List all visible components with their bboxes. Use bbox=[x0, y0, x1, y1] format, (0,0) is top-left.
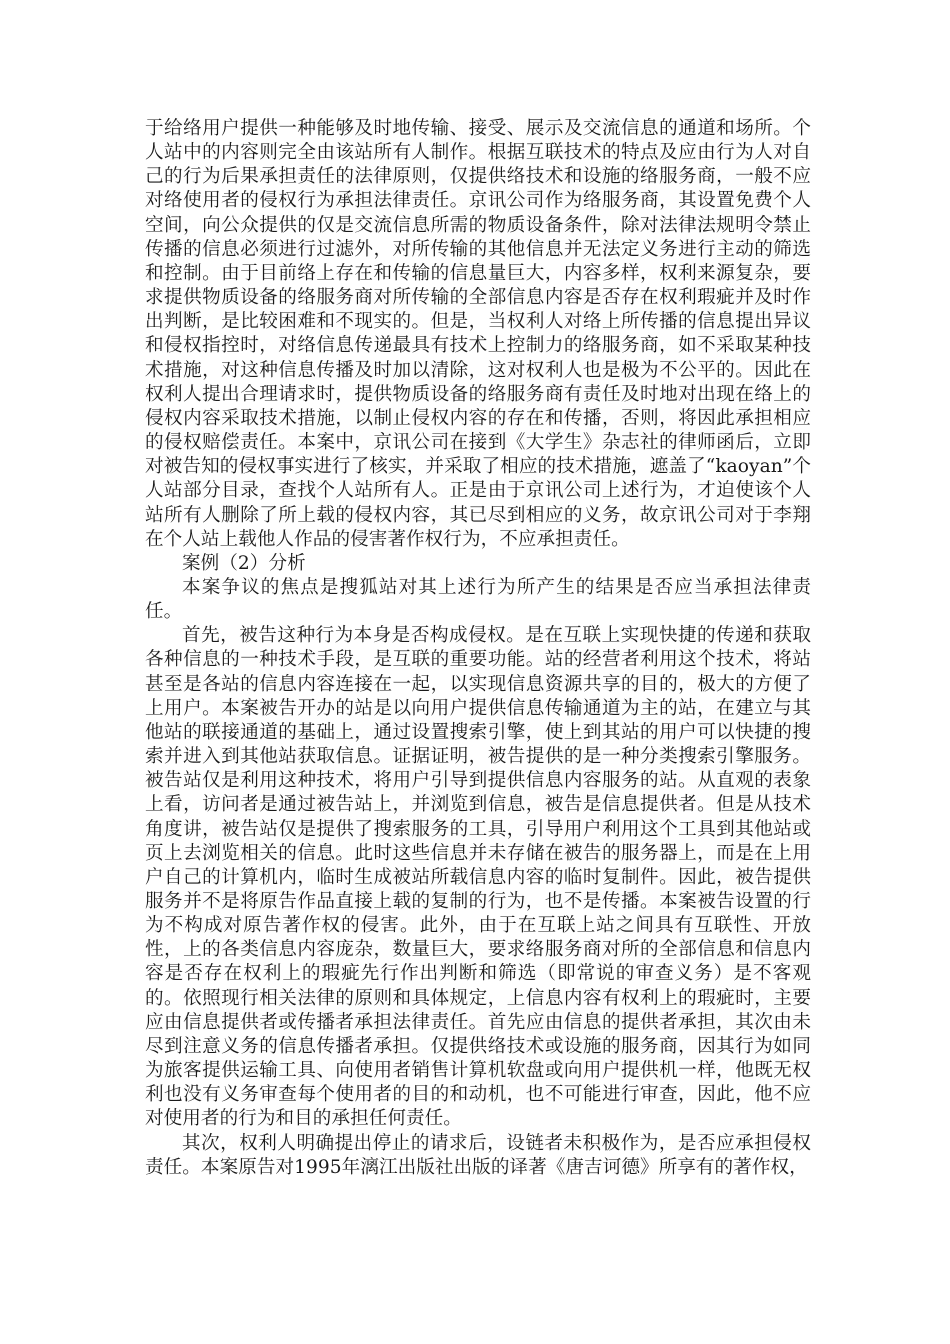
paragraph-first-issue: 首先，被告这种行为本身是否构成侵权。是在互联上实现快捷的传递和获取各种信息的一种技术手段，是互联的重要功能。站的经营者利用这个技术，将站甚至是各站的信息内容连接在一起，以实现信息资源共享的目的，极大的方便了上用户。本案被告开办的站是以向用户提供信息传输通道为主的站，在建立与其他站的联接通道的基础上，通过设置搜索引擎，使上到其站的用户可以快捷的搜索并进入到其他站获取信息。证据证明，被告提供的是一种分类搜索引擎服务。被告站仅是利用这种技术，将用户引导到提供信息内容服务的站。从直观的表象上看，访问者是通过被告站上，并浏览到信息，被告是信息提供者。但是从技术角度讲，被告站仅是提供了搜索服务的工具，引导用户利用这个工具到其他站或页上去浏览相关的信息。此时这些信息并未存储在被告的服务器上，而是在上用户自己的计算机内，临时生成被站所载信息内容的临时复制件。因此，被告提供服务并不是将原告作品直接上载的复制的行为，也不是传播。本案被告设置的行为不构成对原告著作权的侵害。此外，由于在互联上站之间具有互联性、开放性，上的各类信息内容庞杂，数量巨大，要求络服务商对所的全部信息和信息内容是否存在权利上的瑕疵先行作出判断和筛选（即常说的审查义务）是不客观的。依照现行相关法律的原则和具体规定，上信息内容有权利上的瑕疵时，主要应由信息提供者或传播者承担法律责任。首先应由信息的提供者承担，其次由未尽到注意义务的信息传播者承担。仅提供络技术或设施的服务商，因其行为如同为旅客提供运输工具、向使用者销售计算机软盘或向用户提供机一样，他既无权利也没有义务审查每个使用者的目的和动机，也不可能进行审查，因此，他不应对使用者的行为和目的承担任何责任。 bbox=[145, 625, 811, 1130]
paragraph-continued: 于给络用户提供一种能够及时地传输、接受、展示及交流信息的通道和场所。个人站中的内容则完全由该站所有人制作。根据互联技术的特点及应由行为人对自己的行为后果承担责任的法律原则，仅提供络技术和设施的络服务商，一般不应对络使用者的侵权行为承担法律责任。京讯公司作为络服务商，其设置免费个人空间，向公众提供的仅是交流信息所需的物质设备条件，除对法律法规明令禁止传播的信息必须进行过滤外，对所传输的其他信息并无法定义务进行主动的筛选和控制。由于目前络上存在和传输的信息量巨大，内容多样，权利来源复杂，要求提供物质设备的络服务商对所传输的全部信息内容是否存在权利瑕疵并及时作出判断，是比较困难和不现实的。但是，当权利人对络上所传播的信息提出异议和侵权指控时，对络信息传递最具有技术上控制力的络服务商，如不采取某种技术措施，对这种信息传播及时加以清除，这对权利人也是极为不公平的。因此在权利人提出合理请求时，提供物质设备的络服务商有责任及时地对出现在络上的侵权内容采取技术措施，以制止侵权内容的存在和传播，否则，将因此承担相应的侵权赔偿责任。本案中，京讯公司在接到《大学生》杂志社的律师函后，立即对被告知的侵权事实进行了核实，并采取了相应的技术措施，遮盖了“kaoyan”个人站部分目录，查找个人站所有人。正是由于京讯公司上述行为，才迫使该个人站所有人删除了所上载的侵权内容，其已尽到相应的义务，故京讯公司对于李翔在个人站上载他人作品的侵害著作权行为，不应承担责任。 bbox=[145, 118, 811, 550]
document-body bbox=[145, 117, 811, 1180]
paragraph-second-issue: 其次，权利人明确提出停止的请求后，设链者未积极作为，是否应承担侵权责任。本案原告对1995年漓江出版社出版的译著《唐吉诃德》所享有的著作权， bbox=[145, 1132, 811, 1178]
paragraph-dispute-focus: 本案争议的焦点是搜狐站对其上述行为所产生的结果是否应当承担法律责任。 bbox=[145, 576, 811, 623]
section-heading-case-2-analysis: 案例（2）分析 bbox=[182, 552, 306, 574]
